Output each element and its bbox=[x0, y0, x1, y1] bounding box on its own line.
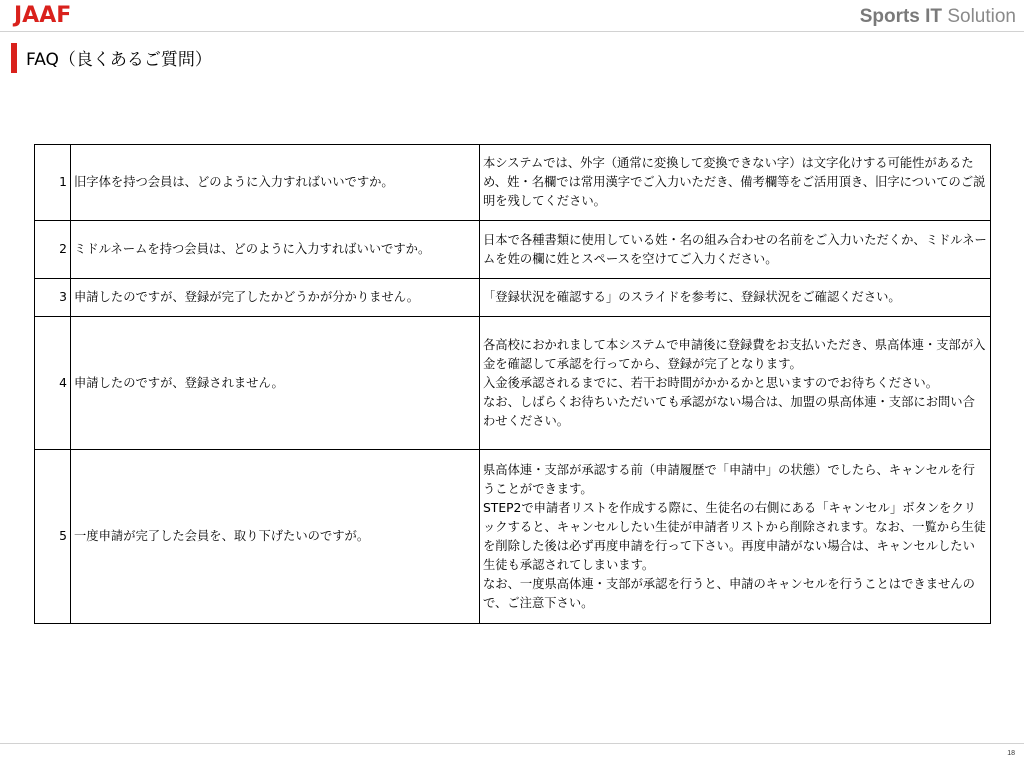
faq-answer-paragraph: 本システムでは、外字（通常に変換して変換できない字）は文字化けする可能性があるため、姓・名欄では常用漢字でご入力いただき、備考欄等をご活用頂き、旧字についてのご説明を残してください。 bbox=[483, 156, 986, 208]
header-divider bbox=[0, 31, 1024, 32]
faq-number: 1 bbox=[35, 145, 71, 221]
faq-answer-paragraph: 「登録状況を確認する」のスライドを参考に、登録状況をご確認ください。 bbox=[483, 290, 901, 304]
faq-number: 2 bbox=[35, 221, 71, 279]
faq-answer bbox=[480, 450, 991, 624]
faq-answer bbox=[480, 221, 991, 279]
brand-bold: Sports IT bbox=[859, 6, 943, 27]
faq-answer bbox=[480, 145, 991, 221]
faq-row bbox=[35, 279, 991, 317]
faq-question: 旧字体を持つ会員は、どのように入力すればいいですか。 bbox=[71, 145, 480, 221]
faq-answer-paragraph: 入金後承認されるまでに、若干お時間がかかるかと思いますのでお待ちください。 bbox=[483, 375, 938, 390]
faq-number: 5 bbox=[35, 450, 71, 624]
title-accent-bar bbox=[11, 43, 17, 73]
faq-number: 4 bbox=[35, 317, 71, 450]
faq-row bbox=[35, 221, 991, 279]
faq-row bbox=[35, 450, 991, 624]
brand-light: Solution bbox=[942, 6, 1016, 27]
faq-table bbox=[34, 144, 991, 624]
faq-row bbox=[35, 317, 991, 450]
faq-answer-paragraph: なお、一度県高体連・支部が承認を行うと、申請のキャンセルを行うことはできませんので、ご注意下さい。 bbox=[483, 576, 975, 610]
faq-answer bbox=[480, 317, 991, 450]
faq-answer-paragraph: STEP2で申請者リストを作成する際に、生徒名の右側にある「キャンセル」ボタンをクリックすると、キャンセルしたい生徒が申請者リストから削除されます。なお、一覧から生徒を削除した後は必ず再度申請を行って下さい。再度申請がない場合は、キャンセルしたい生徒も承認されてしまいます。 bbox=[483, 500, 986, 572]
faq-answer-paragraph: 日本で各種書類に使用している姓・名の組み合わせの名前をご入力いただくか、ミドルネームを姓の欄に姓とスペースを空けてご入力ください。 bbox=[483, 232, 987, 266]
faq-question: 一度申請が完了した会員を、取り下げたいのですが。 bbox=[71, 450, 480, 624]
faq-question: ミドルネームを持つ会員は、どのように入力すればいいですか。 bbox=[71, 221, 480, 279]
jaaf-logo: JAAF bbox=[14, 3, 72, 28]
faq-answer bbox=[480, 279, 991, 317]
faq-table-body bbox=[35, 145, 991, 624]
faq-row bbox=[35, 145, 991, 221]
faq-question: 申請したのですが、登録が完了したかどうかが分かりません。 bbox=[71, 279, 480, 317]
page-title: FAQ（良くあるご質問） bbox=[26, 50, 212, 70]
page-number: 18 bbox=[1007, 750, 1015, 757]
faq-answer-paragraph: 各高校におかれまして本システムで申請後に登録費をお支払いただき、県高体連・支部が入金を確認して承認を行ってから、登録が完了となります。 bbox=[483, 337, 986, 371]
sports-it-solution-logo bbox=[860, 6, 1016, 28]
faq-answer-paragraph: 県高体連・支部が承認する前（申請履歴で「申請中」の状態）でしたら、キャンセルを行うことができます。 bbox=[483, 462, 975, 496]
faq-question: 申請したのですが、登録されません。 bbox=[71, 317, 480, 450]
faq-answer-paragraph: なお、しばらくお待ちいただいても承認がない場合は、加盟の県高体連・支部にお問い合わせください。 bbox=[483, 394, 975, 428]
footer-divider bbox=[0, 743, 1024, 744]
faq-number: 3 bbox=[35, 279, 71, 317]
